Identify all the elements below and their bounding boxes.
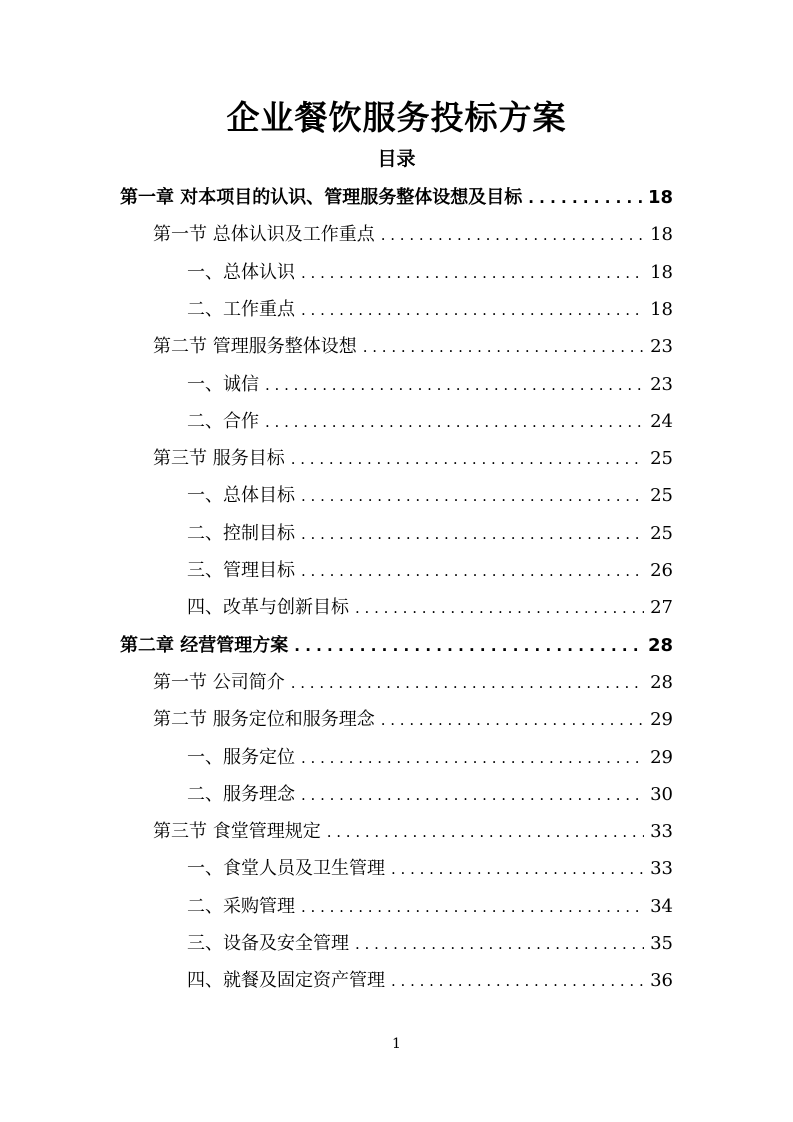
toc-entry-title: 第三节 服务目标 [153,448,285,470]
toc-entry [187,370,673,400]
toc-dot-leader [265,407,644,437]
toc-entry-title: 四、改革与创新目标 [187,597,349,619]
toc-entry-title: 第三节 食堂管理规定 [153,821,321,843]
toc-entry [153,332,673,362]
toc-dot-leader [301,892,644,922]
toc-entry-title: 一、诚信 [187,373,259,395]
toc-entry-page: 28 [647,634,673,656]
toc-entry [187,854,673,884]
toc-entry-title: 二、控制目标 [187,522,295,544]
toc-entry-page: 33 [650,858,673,880]
toc-entry-page: 26 [650,560,673,581]
toc-entry [187,295,673,325]
toc-entry-page: 29 [650,709,673,731]
toc-entry-title: 第一节 总体认识及工作重点 [153,224,375,246]
toc-entry-page: 23 [650,373,673,395]
toc-entry-page: 25 [650,448,673,470]
toc-entry-title: 第二节 管理服务整体设想 [153,336,357,358]
toc-entry [120,183,673,213]
toc-dot-leader [381,220,644,250]
toc-entry-title: 二、采购管理 [187,895,295,917]
toc-entry-title: 四、就餐及固定资产管理 [187,970,385,992]
toc-entry-page: 28 [650,671,673,693]
toc-dot-leader [363,332,644,362]
toc-entry [153,705,673,735]
toc-entry-page: 27 [650,597,673,619]
toc-entry-title: 第二章 经营管理方案 [120,634,289,656]
toc-entry [153,444,673,474]
toc-entry-page: 30 [650,783,673,805]
toc-dot-leader [294,631,642,661]
toc-entry [187,258,673,288]
toc-dot-leader [291,444,644,474]
toc-entry-page: 34 [650,895,673,917]
toc-entry [187,556,673,586]
toc-entry-page: 25 [650,522,673,544]
toc-entry-page: 18 [650,261,673,283]
toc-entry [187,966,673,996]
toc-entry-title: 三、设备及安全管理 [187,933,349,954]
document-title: 企业餐饮服务投标方案 [226,98,567,137]
toc-dot-leader [301,556,644,586]
toc-entry [187,519,673,549]
toc-entry [153,817,673,847]
toc-entry-title: 第一章 对本项目的认识、管理服务整体设想及目标 [120,187,523,208]
toc-entry [187,593,673,623]
page-number: 1 [392,1036,401,1052]
toc-dot-leader [301,780,644,810]
toc-entry-page: 36 [650,970,673,992]
toc-entry [187,780,673,810]
toc-entry-page: 25 [650,485,673,507]
toc-dot-leader [301,519,644,549]
toc-entry-title: 二、服务理念 [187,783,295,805]
toc-entry-page: 23 [650,336,673,358]
toc-entry-title: 二、工作重点 [187,298,295,320]
toc-entry [153,668,673,698]
toc-entry-page: 33 [650,821,673,843]
toc-entry-page: 35 [650,933,673,954]
toc-dot-leader [301,743,644,773]
toc-entry-page: 18 [650,224,673,246]
toc-heading: 目录 [377,148,416,170]
toc-dot-leader [301,481,644,511]
toc-entry-title: 一、总体目标 [187,485,295,507]
toc-dot-leader [327,817,644,847]
toc-dot-leader [265,370,644,400]
toc-entry [187,407,673,437]
toc-dot-leader [301,295,644,325]
toc-entry-title: 第二节 服务定位和服务理念 [153,709,375,731]
toc-entry [120,631,673,661]
toc-entry-title: 第一节 公司简介 [153,671,285,693]
toc-entry-page: 29 [650,746,673,768]
toc-entry-page: 18 [647,187,673,208]
toc-entry-title: 二、合作 [187,410,259,432]
toc-dot-leader [528,183,642,213]
toc-entry [187,929,673,959]
toc-entry-page: 24 [650,410,673,432]
toc-dot-leader [301,258,644,288]
toc-dot-leader [291,668,644,698]
toc-dot-leader [391,966,644,996]
toc-entry [187,892,673,922]
toc-entry-page: 18 [650,298,673,320]
toc-entry-title: 一、食堂人员及卫生管理 [187,858,385,880]
toc-dot-leader [355,593,644,623]
toc-entry [187,481,673,511]
toc-entry-title: 一、服务定位 [187,746,295,768]
toc-dot-leader [391,854,644,884]
toc-entry-title: 一、总体认识 [187,261,295,283]
toc-dot-leader [381,705,644,735]
toc-entry [153,220,673,250]
toc-entry [187,743,673,773]
toc-entry-title: 三、管理目标 [187,560,295,581]
toc-dot-leader [355,929,644,959]
